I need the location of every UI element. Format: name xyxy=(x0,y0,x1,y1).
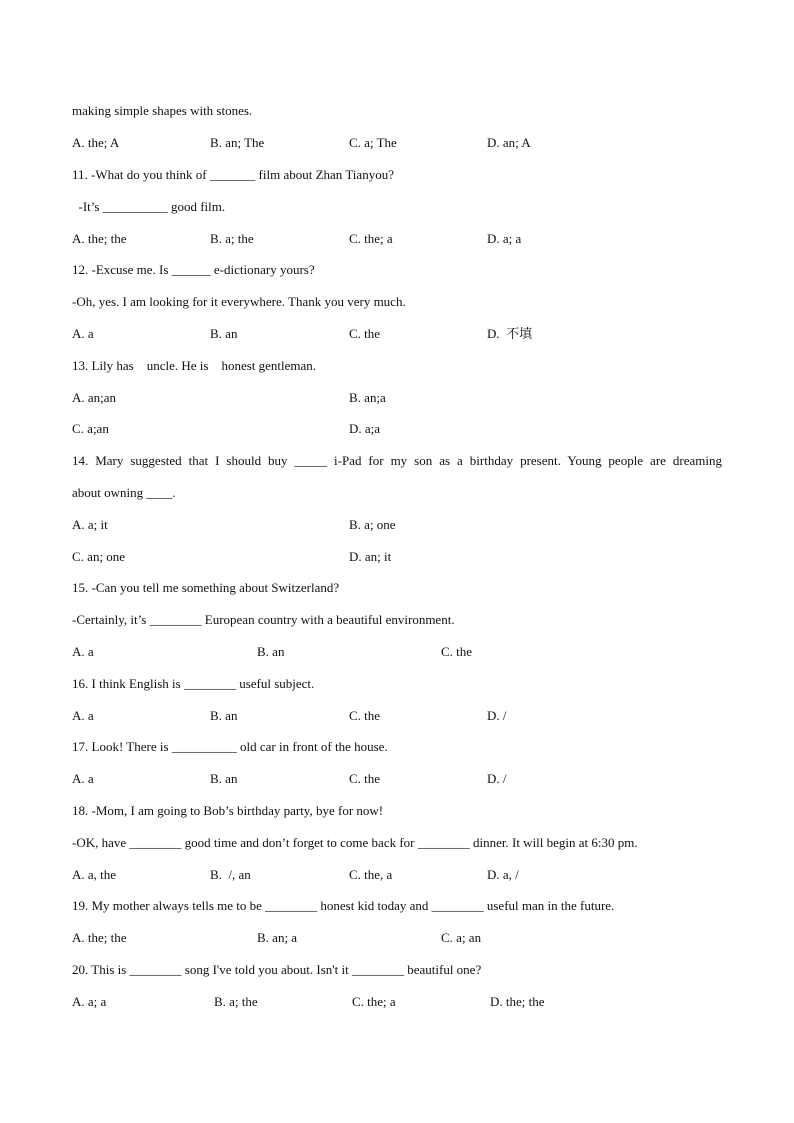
q18-reply: -OK, have ________ good time and don’t forget to come back for ________ dinner. It will begin at 6:30 pm. xyxy=(72,835,638,850)
q19-question: 19. My mother always tells me to be ________ honest kid today and ________ useful man in the future. xyxy=(72,898,615,913)
q15-question: 15. -Can you tell me something about Switzerland? xyxy=(72,580,340,595)
q15-option-a: A. a xyxy=(72,644,94,659)
q10-stem-end: making simple shapes with stones. xyxy=(72,103,253,118)
q16-question: 16. I think English is ________ useful subject. xyxy=(72,676,315,691)
q15-reply: -Certainly, it’s ________ European country with a beautiful environment. xyxy=(72,612,455,627)
q13-option-d: D. a;a xyxy=(349,421,381,436)
q18-option-a: A. a, the xyxy=(72,867,117,882)
q20-option-d: D. the; the xyxy=(490,994,545,1009)
q15-option-c: C. the xyxy=(441,644,473,659)
q16-option-b: B. an xyxy=(210,708,238,723)
q19-option-b: B. an; a xyxy=(257,930,298,945)
q16-option-a: A. a xyxy=(72,708,94,723)
q16-option-d: D. / xyxy=(487,708,507,723)
q20-question: 20. This is ________ song I've told you about. Isn't it ________ beautiful one? xyxy=(72,962,482,977)
q19-option-c: C. a; an xyxy=(441,930,482,945)
q10-option-d: D. an; A xyxy=(487,135,531,150)
q19-option-a: A. the; the xyxy=(72,930,127,945)
q10-option-c: C. a; The xyxy=(349,135,397,150)
q18-question: 18. -Mom, I am going to Bob’s birthday party, bye for now! xyxy=(72,803,384,818)
q17-option-c: C. the xyxy=(349,771,381,786)
q12-reply: -Oh, yes. I am looking for it everywhere. Thank you very much. xyxy=(72,294,406,309)
q14-option-c: C. an; one xyxy=(72,549,126,564)
q10-option-b: B. an; The xyxy=(210,135,265,150)
q13-question: 13. Lily has uncle. He is honest gentleman. xyxy=(72,358,317,373)
q12-option-c: C. the xyxy=(349,326,381,341)
q14-question-line-2: about owning ____. xyxy=(72,485,176,500)
q12-option-b: B. an xyxy=(210,326,238,341)
q20-option-c: C. the; a xyxy=(352,994,396,1009)
q16-option-c: C. the xyxy=(349,708,381,723)
q15-option-b: B. an xyxy=(257,644,285,659)
q18-option-c: C. the, a xyxy=(349,867,393,882)
q20-option-a: A. a; a xyxy=(72,994,107,1009)
q11-option-b: B. a; the xyxy=(210,231,254,246)
q13-option-a: A. an;an xyxy=(72,390,117,405)
q14-option-a: A. a; it xyxy=(72,517,108,532)
q18-option-b: B. /, an xyxy=(210,867,251,882)
q14-question-line-1: 14. Mary suggested that I should buy _____ i-Pad for my son as a birthday present. Young people are dreaming xyxy=(72,453,722,468)
q12-option-a: A. a xyxy=(72,326,94,341)
q20-option-b: B. a; the xyxy=(214,994,258,1009)
q17-question: 17. Look! There is __________ old car in front of the house. xyxy=(72,739,388,754)
q14-option-b: B. a; one xyxy=(349,517,396,532)
q11-option-d: D. a; a xyxy=(487,231,522,246)
q11-option-a: A. the; the xyxy=(72,231,127,246)
q11-question: 11. -What do you think of _______ film about Zhan Tianyou? xyxy=(72,167,394,182)
q13-option-c: C. a;an xyxy=(72,421,109,436)
q11-option-c: C. the; a xyxy=(349,231,393,246)
q11-answer-line: -It’s __________ good film. xyxy=(72,199,226,214)
q17-option-b: B. an xyxy=(210,771,238,786)
q12-option-d: D. 不填 xyxy=(487,326,533,341)
q10-option-a: A. the; A xyxy=(72,135,120,150)
q12-question: 12. -Excuse me. Is ______ e-dictionary yours? xyxy=(72,262,315,277)
q18-option-d: D. a, / xyxy=(487,867,519,882)
q13-option-b: B. an;a xyxy=(349,390,386,405)
q17-option-a: A. a xyxy=(72,771,94,786)
q14-option-d: D. an; it xyxy=(349,549,392,564)
q17-option-d: D. / xyxy=(487,771,507,786)
